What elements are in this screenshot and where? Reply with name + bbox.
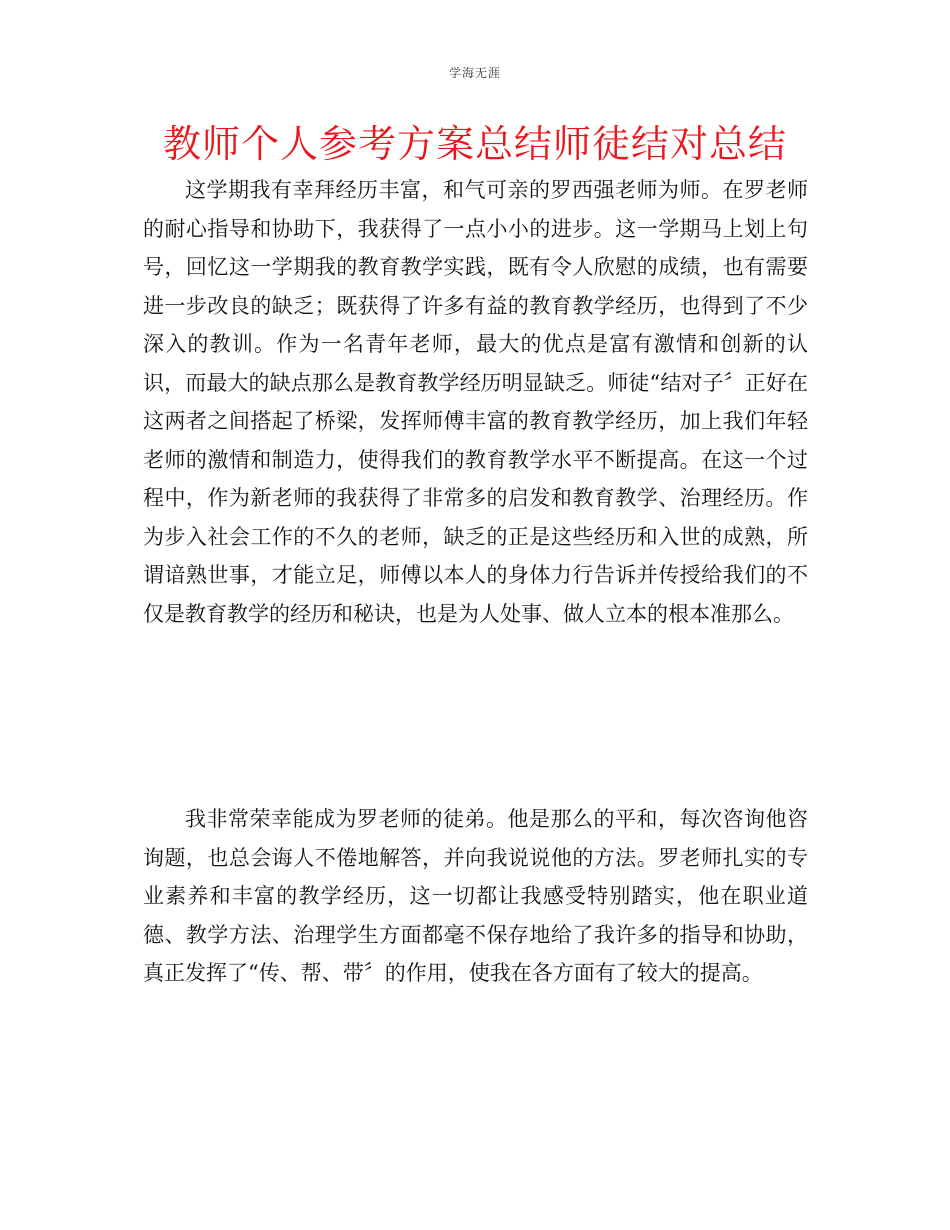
document-title: 教师个人参考方案总结师徒结对总结 [162,122,787,166]
page-header: 学海无涯 [448,66,501,80]
paragraph-2: 我非常荣幸能成为罗老师的徒弟。他是那么的平和，每次咨询他咨询题，也总会诲人不倦地解答，并向我说说他的方法。罗老师扎实的专业素养和丰富的教学经历，这一切都让我感受特别踏实，他在职业道德、教学方法、治理学生方面都毫不保存地给了我许多的指导和协助，真正发挥了“传、帮、带〞的作用，使我在各方面有了较大的提高。 [143,807,808,985]
paragraph-1: 这学期我有幸拜经历丰富，和气可亲的罗西强老师为师。在罗老师的耐心指导和协助下，我获得了一点小小的进步。这一学期马上划上句号，回忆这一学期我的教育教学实践，既有令人欣慰的成绩，也有需要进一步改良的缺乏；既获得了许多有益的教育教学经历，也得到了不少深入的教训。作为一名青年老师，最大的优点是富有激情和创新的认识，而最大的缺点那么是教育教学经历明显缺乏。师徒“结对子〞正好在这两者之间搭起了桥梁，发挥师傅丰富的教育教学经历，加上我们年轻老师的激情和制造力，使得我们的教育教学水平不断提高。在这一个过程中，作为新老师的我获得了非常多的启发和教育教学、治理经历。作为步入社会工作的不久的老师，缺乏的正是这些经历和入世的成熟，所谓谙熟世事，才能立足，师傅以本人的身体力行告诉并传授给我们的不仅是教育教学的经历和秘诀，也是为人处事、做人立本的根本准那么。 [143,178,808,626]
